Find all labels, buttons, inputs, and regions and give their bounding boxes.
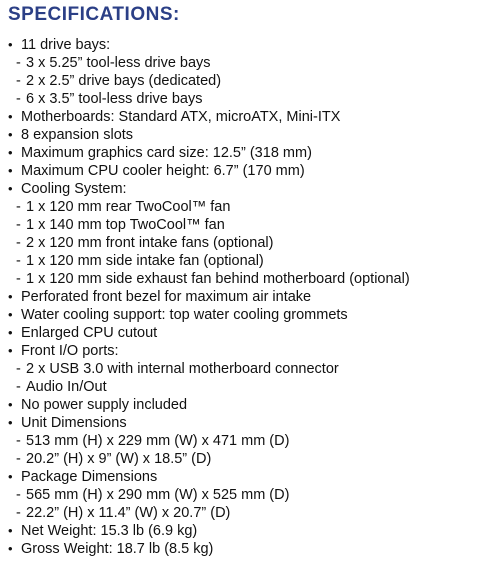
dash-icon: - bbox=[16, 199, 21, 215]
bullet-icon: • bbox=[8, 37, 13, 52]
spec-item bbox=[6, 288, 480, 306]
dash-icon: - bbox=[16, 487, 21, 503]
spec-subitem bbox=[6, 234, 480, 252]
spec-text: Maximum graphics card size: 12.5” (318 mm) bbox=[21, 145, 312, 161]
dash-icon: - bbox=[16, 433, 21, 449]
bullet-icon: • bbox=[8, 325, 13, 340]
spec-text: 6 x 3.5” tool-less drive bays bbox=[26, 91, 203, 107]
page-title: SPECIFICATIONS: bbox=[8, 4, 180, 25]
bullet-icon: • bbox=[8, 181, 13, 196]
bullet-icon: • bbox=[8, 469, 13, 484]
spec-text: Package Dimensions bbox=[21, 469, 158, 485]
spec-item bbox=[6, 144, 480, 162]
bullet-icon: • bbox=[8, 397, 13, 412]
spec-text: 1 x 120 mm side exhaust fan behind motherboard (optional) bbox=[26, 271, 410, 287]
spec-text: Unit Dimensions bbox=[21, 415, 127, 431]
spec-item bbox=[6, 126, 480, 144]
spec-text: 1 x 120 mm rear TwoCool™ fan bbox=[26, 199, 231, 215]
bullet-icon: • bbox=[8, 163, 13, 178]
spec-item bbox=[6, 324, 480, 342]
bullet-icon: • bbox=[8, 523, 13, 538]
dash-icon: - bbox=[16, 451, 21, 467]
dash-icon: - bbox=[16, 379, 21, 395]
spec-text: Maximum CPU cooler height: 6.7” (170 mm) bbox=[21, 163, 305, 179]
spec-text: 2 x 2.5” drive bays (dedicated) bbox=[26, 73, 222, 89]
bullet-icon: • bbox=[8, 541, 13, 556]
spec-item bbox=[6, 180, 480, 198]
spec-subitem bbox=[6, 72, 480, 90]
spec-text: 22.2” (H) x 11.4” (W) x 20.7” (D) bbox=[26, 505, 231, 521]
spec-subitem bbox=[6, 90, 480, 108]
spec-subitem bbox=[6, 450, 480, 468]
bullet-icon: • bbox=[8, 307, 13, 322]
specifications-list bbox=[6, 36, 480, 558]
spec-subitem bbox=[6, 54, 480, 72]
dash-icon: - bbox=[16, 253, 21, 269]
spec-item bbox=[6, 414, 480, 432]
spec-text: 11 drive bays: bbox=[21, 37, 111, 53]
bullet-icon: • bbox=[8, 289, 13, 304]
spec-text: 20.2” (H) x 9” (W) x 18.5” (D) bbox=[26, 451, 212, 467]
spec-text: 2 x 120 mm front intake fans (optional) bbox=[26, 235, 274, 251]
dash-icon: - bbox=[16, 217, 21, 233]
bullet-icon: • bbox=[8, 109, 13, 124]
spec-item bbox=[6, 522, 480, 540]
spec-text: Motherboards: Standard ATX, microATX, Mini-ITX bbox=[21, 109, 341, 125]
spec-subitem bbox=[6, 378, 480, 396]
spec-text: Audio In/Out bbox=[26, 379, 107, 395]
spec-text: No power supply included bbox=[21, 397, 188, 413]
dash-icon: - bbox=[16, 505, 21, 521]
spec-item bbox=[6, 342, 480, 360]
spec-text: 565 mm (H) x 290 mm (W) x 525 mm (D) bbox=[26, 487, 290, 503]
spec-text: Enlarged CPU cutout bbox=[21, 325, 158, 341]
spec-subitem bbox=[6, 270, 480, 288]
dash-icon: - bbox=[16, 235, 21, 251]
spec-item bbox=[6, 396, 480, 414]
dash-icon: - bbox=[16, 55, 21, 71]
dash-icon: - bbox=[16, 73, 21, 89]
spec-text: Net Weight: 15.3 lb (6.9 kg) bbox=[21, 523, 198, 539]
spec-item bbox=[6, 108, 480, 126]
bullet-icon: • bbox=[8, 127, 13, 142]
spec-item bbox=[6, 306, 480, 324]
bullet-icon: • bbox=[8, 415, 13, 430]
spec-text: Water cooling support: top water cooling grommets bbox=[21, 307, 348, 323]
spec-subitem bbox=[6, 486, 480, 504]
spec-text: 3 x 5.25” tool-less drive bays bbox=[26, 55, 211, 71]
bullet-icon: • bbox=[8, 145, 13, 160]
spec-text: Front I/O ports: bbox=[21, 343, 119, 359]
dash-icon: - bbox=[16, 271, 21, 287]
spec-text: 8 expansion slots bbox=[21, 127, 134, 143]
spec-text: Cooling System: bbox=[21, 181, 127, 197]
bullet-icon: • bbox=[8, 343, 13, 358]
spec-text: 1 x 140 mm top TwoCool™ fan bbox=[26, 217, 225, 233]
spec-text: Gross Weight: 18.7 lb (8.5 kg) bbox=[21, 541, 214, 557]
spec-subitem bbox=[6, 252, 480, 270]
spec-subitem bbox=[6, 504, 480, 522]
spec-item bbox=[6, 468, 480, 486]
spec-subitem bbox=[6, 360, 480, 378]
spec-item bbox=[6, 36, 480, 54]
spec-item bbox=[6, 162, 480, 180]
spec-item bbox=[6, 540, 480, 558]
spec-text: 513 mm (H) x 229 mm (W) x 471 mm (D) bbox=[26, 433, 290, 449]
spec-subitem bbox=[6, 216, 480, 234]
spec-text: 1 x 120 mm side intake fan (optional) bbox=[26, 253, 264, 269]
dash-icon: - bbox=[16, 361, 21, 377]
spec-subitem bbox=[6, 198, 480, 216]
spec-subitem bbox=[6, 432, 480, 450]
spec-text: 2 x USB 3.0 with internal motherboard connector bbox=[26, 361, 339, 377]
dash-icon: - bbox=[16, 91, 21, 107]
spec-text: Perforated front bezel for maximum air intake bbox=[21, 289, 312, 305]
